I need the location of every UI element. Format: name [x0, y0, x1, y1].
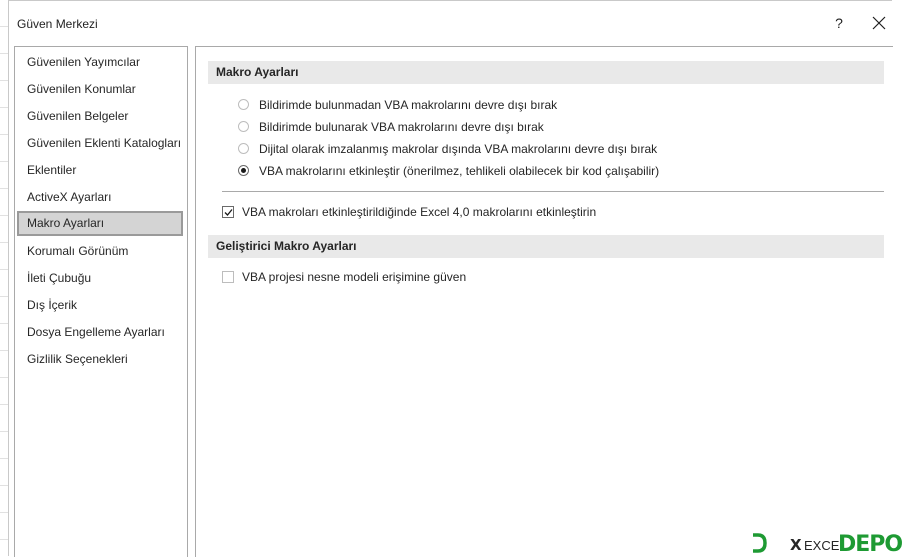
- depo-logo-icon: [751, 533, 767, 553]
- radio-label: VBA makrolarını etkinleştir (önerilmez, tehlikeli olabilecek bir kod çalışabilir): [259, 164, 660, 178]
- radio-label: Bildirimde bulunmadan VBA makrolarını devre dışı bırak: [259, 98, 558, 112]
- checkmark-icon: [224, 208, 233, 217]
- radio-button[interactable]: [238, 121, 249, 132]
- watermark-excel: EXCEL: [804, 538, 847, 553]
- section-divider: [222, 191, 884, 192]
- close-icon: [869, 13, 889, 33]
- sidebar-item-macro-settings[interactable]: Makro Ayarları: [17, 211, 183, 236]
- close-button[interactable]: [869, 13, 889, 33]
- title-bar: [9, 1, 892, 45]
- checkbox-label: VBA makroları etkinleştirildiğinde Excel 4,0 makrolarını etkinleştirin: [242, 205, 597, 219]
- radio-button-selected[interactable]: [238, 165, 249, 176]
- sidebar-item-message-bar[interactable]: İleti Çubuğu: [27, 271, 92, 285]
- excel-depo-watermark: [751, 532, 902, 557]
- trust-center-dialog: [8, 0, 892, 556]
- checkbox-label: VBA projesi nesne modeli erişimine güven: [242, 270, 467, 284]
- sidebar-item-activex-settings[interactable]: ActiveX Ayarları: [27, 190, 112, 204]
- sidebar-item-external-content[interactable]: Dış İçerik: [27, 298, 78, 312]
- sidebar-item-addins[interactable]: Eklentiler: [27, 163, 77, 177]
- checkbox[interactable]: [222, 206, 234, 218]
- sidebar-item-privacy-options[interactable]: Gizlilik Seçenekleri: [27, 352, 128, 366]
- help-button[interactable]: ?: [835, 15, 843, 31]
- macro-settings-header: Makro Ayarları: [208, 61, 884, 84]
- developer-macro-settings-header: Geliştirici Makro Ayarları: [208, 235, 884, 258]
- radio-label: Dijital olarak imzalanmış makrolar dışında VBA makrolarını devre dışı bırak: [259, 142, 658, 156]
- sidebar-item-protected-view[interactable]: Korumalı Görünüm: [27, 244, 129, 258]
- watermark-x: X: [790, 536, 801, 554]
- sidebar-item-trusted-publishers[interactable]: Güvenilen Yayımcılar: [27, 55, 140, 69]
- settings-panel: [195, 46, 893, 557]
- sidebar-item-trusted-documents[interactable]: Güvenilen Belgeler: [27, 109, 129, 123]
- dialog-title: Güven Merkezi: [17, 17, 98, 31]
- sidebar-item-file-block-settings[interactable]: Dosya Engelleme Ayarları: [27, 325, 165, 339]
- sidebar-nav: [14, 46, 188, 557]
- radio-button[interactable]: [238, 143, 249, 154]
- sidebar-item-trusted-locations[interactable]: Güvenilen Konumlar: [27, 82, 136, 96]
- sidebar-item-trusted-addin-catalogs[interactable]: Güvenilen Eklenti Katalogları: [27, 136, 182, 150]
- watermark-depo: DEPO: [838, 532, 902, 557]
- radio-label: Bildirimde bulunarak VBA makrolarını devre dışı bırak: [259, 120, 544, 134]
- radio-button[interactable]: [238, 99, 249, 110]
- checkbox[interactable]: [222, 271, 234, 283]
